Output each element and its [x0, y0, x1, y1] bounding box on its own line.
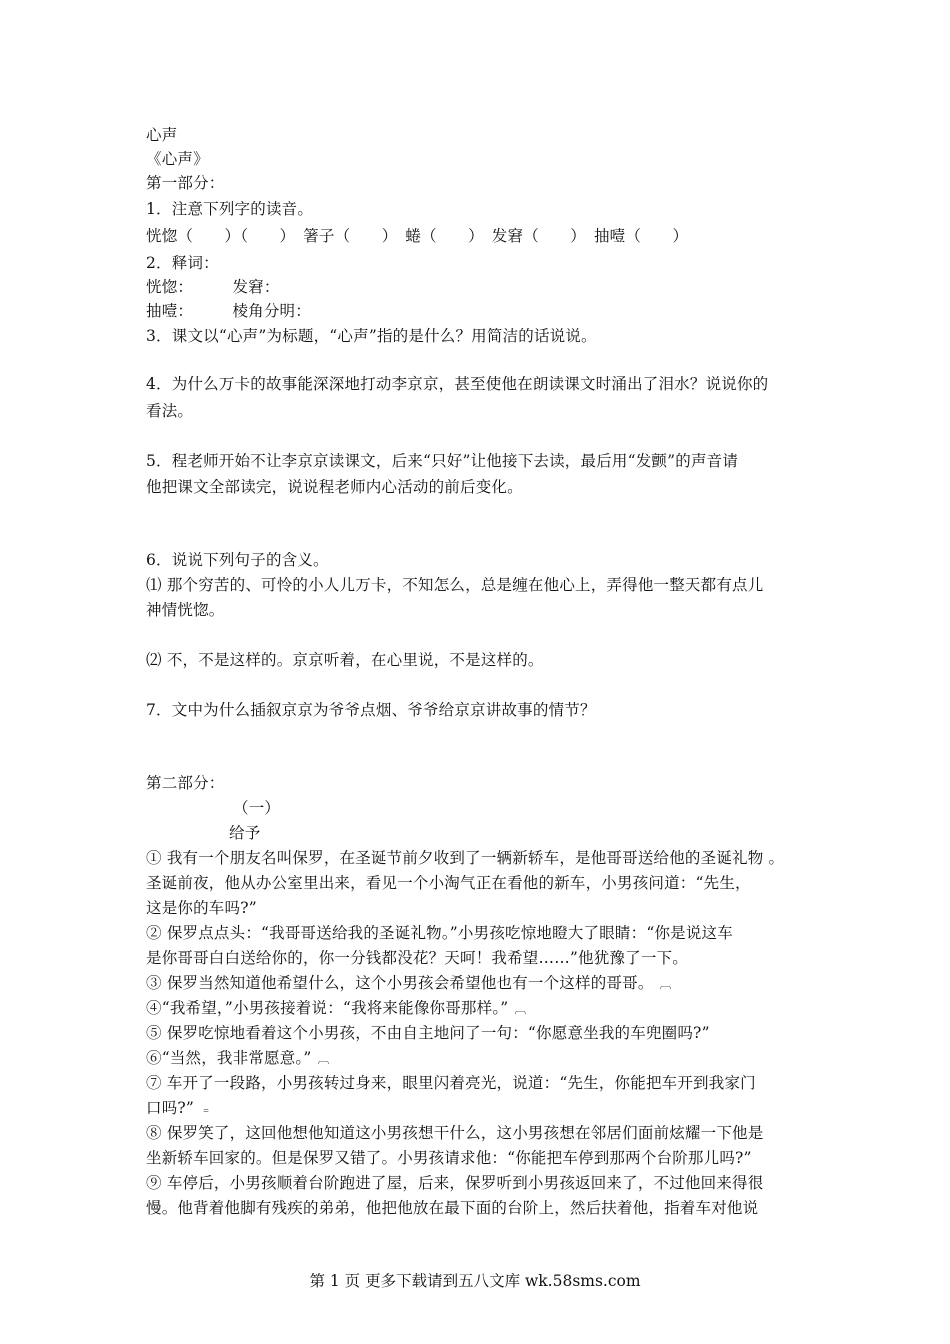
question-2: 2．释词： — [146, 254, 219, 272]
question-1: 1．注意下列字的读音。 — [146, 200, 314, 218]
story-line-text: 口吗?” — [146, 1099, 195, 1117]
part1-heading: 第一部分： — [146, 174, 225, 192]
story-line-text: ③ 保罗当然知道他希望什么，这个小男孩会希望他也有一个这样的哥哥。 — [146, 974, 654, 992]
question-5-line-1: 5．程老师开始不让李京京读课文，后来“只好”让他接下去读，最后用“发颤”的声音请 — [146, 452, 739, 470]
bracket-mark-icon: ︹ — [659, 977, 672, 991]
doc-subtitle: 《心声》 — [146, 150, 209, 168]
story-line — [146, 1097, 826, 1120]
story-line-text: ⑥“当然，我非常愿意。” — [146, 1049, 312, 1067]
story-line: ⑤ 保罗吃惊地看着这个小男孩，不由自主地问了一句：“你愿意坐我的车兜圈吗?” — [146, 1024, 710, 1042]
story-line — [146, 997, 826, 1020]
story-line: 是你哥哥白白送给你的，你一分钱都没花？天呵！我希望……”他犹豫了一下。 — [146, 949, 688, 967]
story-line: ⑨ 车停后，小男孩顺着台阶跑进了屋，后来，保罗听到小男孩返回来了，不过他回来得很 — [146, 1174, 764, 1192]
story-line: ② 保罗点点头：“我哥哥送给我的圣诞礼物。”小男孩吃惊地瞪大了眼睛：“你是说这车 — [146, 924, 733, 942]
story-line: 慢。他背着他脚有残疾的弟弟，他把他放在最下面的台阶上，然后扶着他，指着车对他说 — [146, 1199, 759, 1217]
bracket-mark-icon: ︹ — [514, 1002, 527, 1016]
question-6: 6．说说下列句子的含义。 — [146, 551, 329, 569]
question-2-line-2: 抽噎： 棱角分明： — [146, 302, 311, 320]
doc-title: 心声 — [146, 126, 178, 144]
story-line: 坐新轿车回家的。但是保罗又错了。小男孩请求他：“你能把车停到那两个台阶那儿吗?” — [146, 1149, 752, 1167]
question-6-sentence-1-line-1: ⑴ 那个穷苦的、可怜的小人儿万卡，不知怎么，总是缠在他心上，弄得他一整天都有点儿 — [146, 576, 764, 594]
story-line — [146, 1047, 826, 1070]
equal-mark-icon: ﹦ — [200, 1102, 213, 1116]
part2-heading: 第二部分： — [146, 774, 225, 792]
question-3: 3．课文以“心声”为标题，“心声”指的是什么？用简洁的话说说。 — [146, 327, 597, 345]
question-6-sentence-1-line-2: 神情恍惚。 — [146, 601, 225, 619]
question-4-line-2: 看法。 — [146, 402, 194, 420]
question-5-line-2: 他把课文全部读完，说说程老师内心活动的前后变化。 — [146, 478, 523, 496]
question-4-line-1: 4．为什么万卡的故事能深深地打动李京京，甚至使他在朗读课文时涌出了泪水？说说你的 — [146, 375, 769, 393]
story-line: 这是你的车吗?” — [146, 899, 257, 917]
story-line: ⑧ 保罗笑了，这回他想他知道这小男孩想干什么，这小男孩想在邻居们面前炫耀一下他是 — [146, 1124, 764, 1142]
story-line-text: ④“我希望，”小男孩接着说：“我将来能像你哥那样。” — [146, 999, 509, 1017]
bracket-mark-icon: ︹ — [317, 1052, 330, 1066]
question-1-words: 恍惚（ ）（ ） 箸子（ ） 蜷（ ） 发窘（ ） 抽噎（ ） — [146, 227, 689, 245]
story-line: ① 我有一个朋友名叫保罗，在圣诞节前夕收到了一辆新轿车，是他哥哥送给他的圣诞礼物 。 — [146, 849, 785, 867]
story-line: 圣诞前夜，他从办公室里出来，看见一个小淘气正在看他的新车，小男孩问道：“先生， — [146, 874, 751, 892]
story-line: ⑦ 车开了一段路，小男孩转过身来，眼里闪着亮光，说道：“先生，你能把车开到我家门 — [146, 1074, 756, 1092]
question-2-line-1: 恍惚： 发窘： — [146, 278, 280, 296]
section-number: （一） — [233, 799, 281, 817]
story-line — [146, 972, 826, 995]
page-footer: 第 1 页 更多下载请到五八文库 wk.58sms.com — [309, 1272, 641, 1290]
question-7: 7．文中为什么插叙京京为爷爷点烟、爷爷给京京讲故事的情节？ — [146, 701, 596, 719]
story-title: 给予 — [229, 824, 261, 842]
question-6-sentence-2: ⑵ 不，不是这样的。京京听着，在心里说，不是这样的。 — [146, 651, 544, 669]
